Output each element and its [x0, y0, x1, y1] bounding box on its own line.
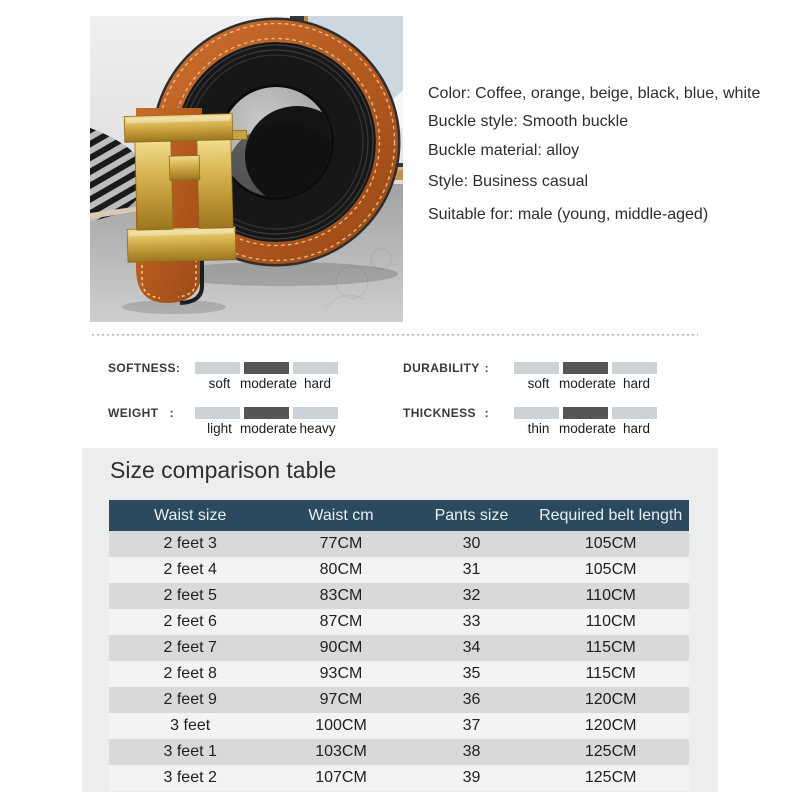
table-header-row	[109, 500, 689, 531]
level-label: moderate	[239, 376, 298, 391]
table-cell: 120CM	[584, 691, 637, 708]
table-cell: 110CM	[585, 587, 636, 604]
detail-line-buckle-style: Buckle style: Smooth buckle	[428, 113, 629, 130]
table-cell: 2 feet 7	[163, 639, 217, 656]
table-cell: 107CM	[315, 769, 367, 786]
level-bar	[244, 362, 289, 374]
table-cell: 30	[462, 535, 481, 552]
size-table-body	[109, 531, 689, 791]
attribute-name	[108, 403, 174, 436]
table-cell: 32	[462, 587, 481, 604]
table-row	[109, 583, 689, 609]
level-bar	[563, 362, 608, 374]
level-bar	[514, 407, 559, 419]
table-cell: 90CM	[319, 639, 363, 656]
attribute-durability	[403, 358, 661, 391]
level-bar	[514, 362, 559, 374]
attribute-colon: :	[484, 406, 489, 420]
table-cell: 105CM	[584, 561, 637, 578]
size-comparison-table	[109, 500, 689, 791]
level-label: soft	[527, 376, 550, 391]
table-cell: 125CM	[584, 769, 637, 786]
attribute-name	[403, 403, 489, 436]
level-label: moderate	[558, 376, 617, 391]
attribute-name-text: SOFTNESS	[108, 361, 176, 375]
table-row	[109, 609, 689, 635]
table-cell: 120CM	[584, 717, 637, 734]
attribute-colon: :	[484, 361, 489, 375]
table-cell: 3 feet	[170, 717, 211, 734]
detail-line-buckle-material: Buckle material: alloy	[428, 142, 580, 159]
table-cell: 2 feet 4	[163, 561, 217, 578]
product-photo	[90, 16, 403, 322]
table-cell: 110CM	[585, 613, 636, 630]
detail-line-suitable-for: Suitable for: male (young, middle-aged)	[428, 206, 709, 223]
column-header-waist-cm: Waist cm	[308, 506, 374, 524]
level-label: hard	[622, 376, 651, 391]
dotted-separator	[92, 334, 698, 336]
level-bar	[244, 407, 289, 419]
attribute-colon: :	[175, 361, 181, 375]
table-cell: 105CM	[584, 535, 637, 552]
table-cell: 2 feet 8	[163, 665, 217, 682]
level-label: hard	[303, 376, 332, 391]
table-cell: 2 feet 3	[163, 535, 217, 552]
table-row	[109, 765, 689, 791]
product-details	[428, 84, 760, 224]
attribute-level-bars	[195, 358, 342, 391]
attribute-colon: :	[169, 406, 174, 420]
level-label: light	[207, 421, 232, 436]
level-label: hard	[622, 421, 651, 436]
table-cell: 80CM	[319, 561, 363, 578]
table-cell: 33	[462, 613, 481, 630]
attribute-name-text: THICKNESS	[403, 406, 476, 420]
level-bar	[293, 362, 338, 374]
attribute-level-bars	[195, 403, 342, 436]
level-label: moderate	[239, 421, 298, 436]
level-label: heavy	[299, 421, 336, 436]
table-cell: 93CM	[319, 665, 363, 682]
detail-line-style: Style: Business casual	[428, 173, 589, 190]
table-cell: 2 feet 6	[163, 613, 217, 630]
attribute-thickness	[403, 403, 661, 436]
table-row	[109, 687, 689, 713]
attribute-name-text: WEIGHT	[108, 406, 159, 420]
table-cell: 34	[462, 639, 481, 656]
attribute-level-bars	[514, 403, 661, 436]
attribute-name	[108, 358, 181, 391]
table-cell: 3 feet 1	[163, 743, 217, 760]
column-header-waist-size: Waist size	[154, 506, 227, 524]
table-cell: 2 feet 9	[163, 691, 217, 708]
table-cell: 87CM	[319, 613, 363, 630]
table-row	[109, 531, 689, 557]
detail-line-color: Color: Coffee, orange, beige, black, blue, white	[428, 85, 761, 102]
attribute-name-text: DURABILITY	[403, 361, 480, 375]
level-bar	[612, 362, 657, 374]
column-header-belt-length: Required belt length	[539, 506, 683, 524]
table-cell: 115CM	[585, 665, 636, 682]
attribute-softness	[108, 358, 342, 391]
table-row	[109, 557, 689, 583]
belt-photo-illustration	[90, 16, 403, 322]
level-bar	[612, 407, 657, 419]
table-cell: 39	[462, 769, 481, 786]
size-table-title: Size comparison table	[110, 457, 337, 483]
table-cell: 100CM	[315, 717, 367, 734]
level-bar	[195, 407, 240, 419]
table-cell: 3 feet 2	[163, 769, 217, 786]
table-cell: 77CM	[319, 535, 363, 552]
level-label: thin	[527, 421, 550, 436]
table-cell: 115CM	[585, 639, 636, 656]
table-cell: 97CM	[319, 691, 363, 708]
table-cell: 37	[462, 717, 481, 734]
table-row	[109, 635, 689, 661]
level-bar	[563, 407, 608, 419]
table-cell: 125CM	[584, 743, 637, 760]
level-label: moderate	[558, 421, 617, 436]
level-bar	[195, 362, 240, 374]
table-cell: 103CM	[315, 743, 367, 760]
attribute-level-bars	[514, 358, 661, 391]
column-header-pants-size: Pants size	[434, 506, 509, 524]
attribute-name	[403, 358, 489, 391]
table-cell: 2 feet 5	[163, 587, 217, 604]
level-label: soft	[208, 376, 231, 391]
level-bar	[293, 407, 338, 419]
table-cell: 83CM	[319, 587, 363, 604]
table-row	[109, 661, 689, 687]
table-cell: 31	[462, 561, 481, 578]
table-row	[109, 739, 689, 765]
table-cell: 36	[462, 691, 481, 708]
table-row	[109, 713, 689, 739]
table-cell: 35	[462, 665, 481, 682]
table-cell: 38	[462, 743, 481, 760]
size-section-panel	[82, 448, 718, 792]
attribute-weight	[108, 403, 342, 436]
